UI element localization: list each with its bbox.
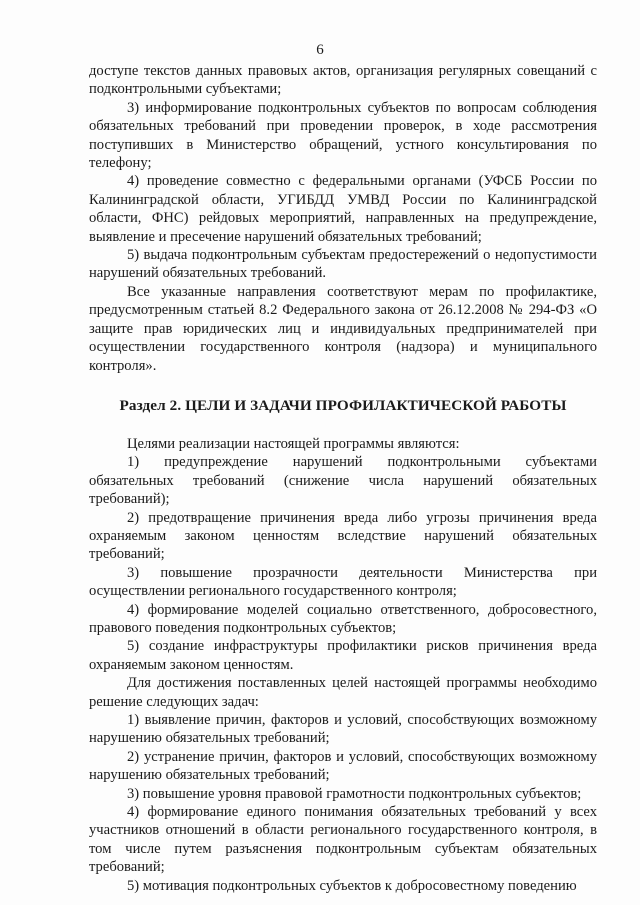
paragraph: Целями реализации настоящей программы являются: bbox=[127, 435, 460, 452]
paragraph: 2) предотвращение причинения вреда либо угрозы причинения вреда охраняемым законом ценностям вследствие нарушений обязательных требований; bbox=[89, 509, 597, 563]
section-paragraphs bbox=[89, 435, 597, 895]
paragraph: 2) устранение причин, факторов и условий, способствующих возможному нарушению обязательных требований; bbox=[89, 748, 597, 784]
paragraph: 1) предупреждение нарушений подконтрольными субъектами обязательных требований (снижение числа нарушений обязательных требований); bbox=[89, 454, 597, 508]
paragraph: 3) повышение уровня правовой грамотности подконтрольных субъектов; bbox=[127, 785, 582, 802]
paragraph: 3) информирование подконтрольных субъектов по вопросам соблюдения обязательных требований при проведении проверок, в ходе рассмотрения поступивших в Министерство обращений, устного консультирования по телефону; bbox=[89, 99, 597, 172]
paragraph: доступе текстов данных правовых актов, организация регулярных совещаний с подконтрольными субъектами; bbox=[89, 63, 597, 98]
intro-paragraphs bbox=[89, 62, 597, 375]
paragraph: 1) выявление причин, факторов и условий, способствующих возможному нарушению обязательных требований; bbox=[89, 712, 597, 747]
paragraph: 5) выдача подконтрольным субъектам предостережений о недопустимости нарушений обязательных требований. bbox=[89, 247, 597, 282]
paragraph: 3) повышение прозрачности деятельности Министерства при осуществлении регионального государственного контроля; bbox=[89, 564, 597, 600]
paragraph: 4) проведение совместно с федеральными органами (УФСБ России по Калининградской области, УГИБДД УМВД России по Калининградской области, ФНС) рейдовых мероприятий, направленных на предупреждение, выявление и пресечение нарушений обязательных требований; bbox=[89, 173, 597, 245]
paragraph: 4) формирование единого понимания обязательных требований у всех участников отношений в области регионального государственного контроля, в том числе путем разъяснения подконтрольным субъектам обязательных требований; bbox=[89, 804, 597, 876]
document-body bbox=[89, 62, 597, 895]
paragraph: 4) формирование моделей социально ответственного, добросовестного, правового поведения подконтрольных субъектов; bbox=[89, 601, 597, 636]
paragraph: 5) мотивация подконтрольных субъектов к добросовестному поведению bbox=[127, 877, 577, 894]
page-number: 6 bbox=[316, 42, 324, 58]
paragraph: Все указанные направления соответствуют мерам по профилактике, предусмотренным статьей 8.2 Федерального закона от 26.12.2008 № 294-ФЗ «О защите прав юридических лиц и индивидуальных предпринимателей при осуществлении государственного контроля (надзора) и муниципального контроля». bbox=[89, 283, 597, 374]
section-heading: Раздел 2. ЦЕЛИ И ЗАДАЧИ ПРОФИЛАКТИЧЕСКОЙ РАБОТЫ bbox=[119, 396, 567, 414]
paragraph: Для достижения поставленных целей настоящей программы необходимо решение следующих задач: bbox=[89, 675, 597, 710]
paragraph: 5) создание инфраструктуры профилактики рисков причинения вреда охраняемым законом ценностям. bbox=[89, 638, 597, 673]
